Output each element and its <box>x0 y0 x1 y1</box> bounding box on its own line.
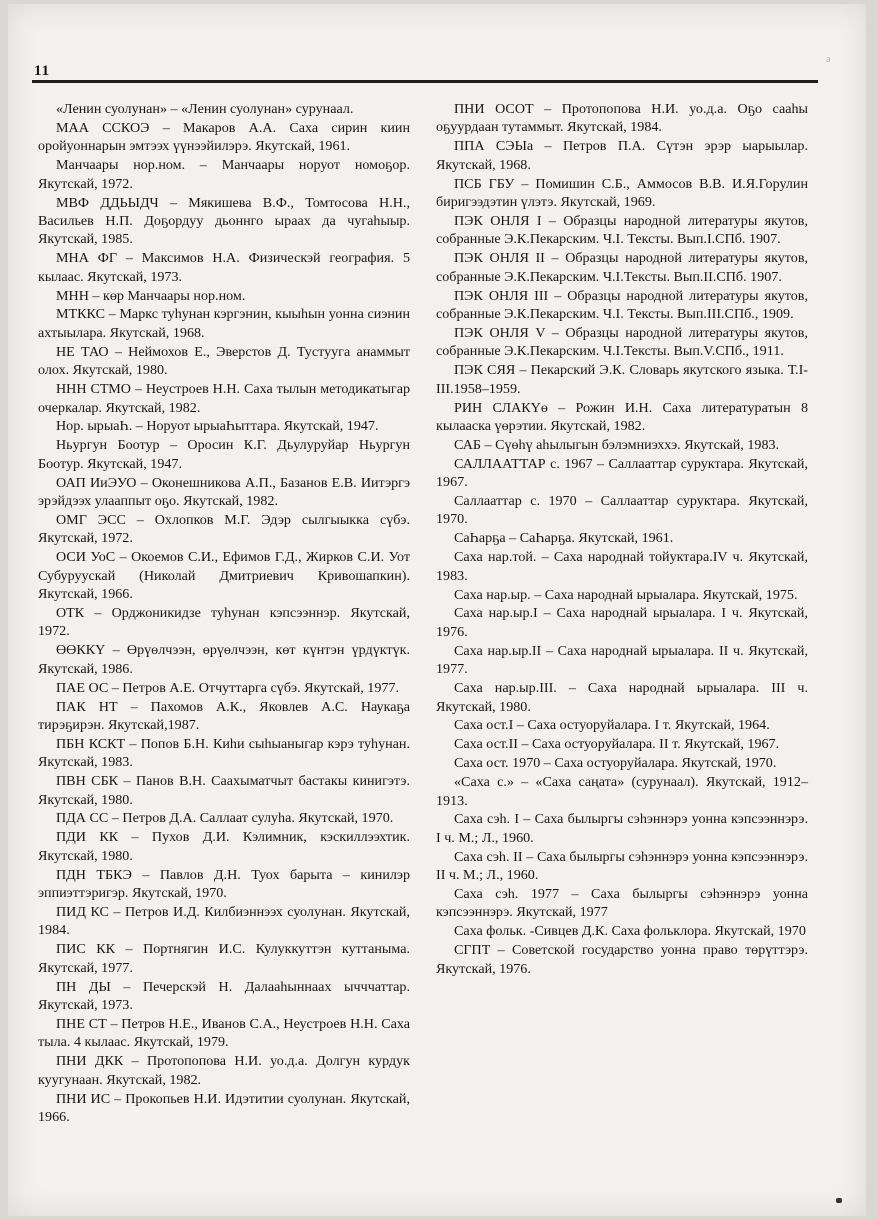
bibliography-entry: ННН СТМО – Неустроев Н.Н. Саха тылын методикатыгар очеркалар. Якутскай, 1982. <box>38 381 410 416</box>
bibliography-entry: ПЭК СЯЯ – Пекарский Э.К. Словарь якутского языка. Т.I-III.1958–1959. <box>436 362 808 397</box>
bibliography-entry: ПСБ ГБУ – Помишин С.Б., Аммосов В.В. И.Я.Горулин биригээдэтин үлэтэ. Якутскай, 1969. <box>436 175 808 211</box>
bibliography-entry: Саха нар.той. – Саха народнай тойуктара.IV ч. Якутскай, 1983. <box>436 549 808 584</box>
bibliography-entry: ОАП ИиЭУО – Оконешникова А.П., Базанов Е.В. Иитэргэ эрэйдээх улааппыт оҕо. Якутскай, 1982. <box>38 474 410 510</box>
bibliography-entry: ПИД КС – Петров И.Д. Килбиэннээх суолунан. Якутскай, 1984. <box>38 903 410 939</box>
bibliography-entry: МНА ФГ – Максимов Н.А. Физическэй география. 5 кылаас. Якутскай, 1973. <box>38 250 410 285</box>
bibliography-entry: Саха ост.II – Саха остуоруйалара. II т. Якутскай, 1967. <box>454 736 780 753</box>
bibliography-entry: Саха сэһ. I – Саха былыргы сэһэннэрэ уонна кэпсээннэрэ. I ч. М.; Л., 1960. <box>436 811 808 846</box>
header-rule <box>32 80 818 83</box>
bibliography-entry: ППА СЭЫа – Петров П.А. Сүтэн эрэр ыарыылар. Якутскай, 1968. <box>436 138 808 173</box>
bibliography-entry: Саха нар.ыр.I – Саха народнай ырыалара. I ч. Якутскай, 1976. <box>436 605 808 640</box>
bibliography-entry: Саха нар.ыр. – Саха народнай ырыалара. Якутскай, 1975. <box>454 586 798 603</box>
bibliography-entry: ПАК НТ – Пахомов А.К., Яковлев А.С. Наукаҕа тирэҕирэн. Якутскай,1987. <box>38 698 410 733</box>
bibliography-entry: Саха сэһ. 1977 – Саха былыргы сэһэннэрэ уонна кэпсээннэрэ. Якутскай, 1977 <box>436 886 808 921</box>
bibliography-entry: ПНЕ СТ – Петров Н.Е., Иванов С.А., Неустроев Н.Н. Саха тыла. 4 кылаас. Якутскай, 1979. <box>38 1015 410 1051</box>
bibliography-entry: СаҺарҕа – СаҺарҕа. Якутскай, 1961. <box>454 530 674 547</box>
bibliography-entry: Саха ост. 1970 – Саха остуоруйалара. Якутскай, 1970. <box>454 755 777 772</box>
bibliography-entry: МТККС – Маркс туһунан кэргэнин, кыыһын уонна сиэнин ахтыылара. Якутскай, 1968. <box>38 306 410 341</box>
bibliography-entry: Саха ост.I – Саха остуоруйалара. I т. Якутскай, 1964. <box>454 717 770 734</box>
bibliography-entry: ПДА СС – Петров Д.А. Саллаат сулуһа. Якутскай, 1970. <box>56 810 394 827</box>
bibliography-entry: ПБН КСКТ – Попов Б.Н. Киһи сыһыаныгар кэрэ туһунан. Якутскай, 1983. <box>38 735 410 771</box>
left-column <box>38 100 410 1127</box>
page-number: 11 <box>34 63 51 79</box>
margin-mark <box>836 1198 842 1203</box>
bibliography-entry: Саллааттар с. 1970 – Саллааттар суруктара. Якутскай, 1970. <box>436 493 808 528</box>
bibliography-entry: САЛЛААТТАР с. 1967 – Саллааттар суруктара. Якутскай, 1967. <box>436 455 808 491</box>
bibliography-entry: Ньургун Боотур – Оросин К.Г. Дьулуруйар Ньургун Боотур. Якутскай, 1947. <box>38 437 410 472</box>
bibliography-entry: НЕ ТАО – Неймохов Е., Эверстов Д. Тустууга анаммыт олох. Якутскай, 1980. <box>38 343 410 379</box>
bibliography-entry: МВФ ДДЬЫДЧ – Мякишева В.Ф., Томтосова Н.Н., Васильев Н.П. Доҕордуу дьоннго ыраах да чугаһыыр. Якутскай, 1985. <box>38 194 410 248</box>
bibliography-entry: ПИС КК – Портнягин И.С. Кулуккуттэн куттаныма. Якутскай, 1977. <box>38 941 410 976</box>
bibliography-entry: ӨӨККҮ – Өрүөлчээн, өрүөлчээн, көт күнтэн үрдүктүк. Якутскай, 1986. <box>38 642 410 677</box>
bibliography-entry: ПН ДЫ – Печерскэй Н. Далааһыннаах ычччаттар. Якутскай, 1973. <box>38 978 410 1013</box>
bibliography-entry: ОСИ УоС – Окоемов С.И., Ефимов Г.Д., Жирков С.И. Уот Субуруускай (Николай Дмитриевич Кривошапкин). Якутскай, 1966. <box>38 549 410 603</box>
bibliography-entry: Саха нар.ыр.III. – Саха народнай ырыалара. III ч. Якутскай, 1980. <box>436 680 808 715</box>
bibliography-entry: «Ленин суолунан» – «Ленин суолунан» сурунаал. <box>56 101 354 117</box>
corner-mark: ǝ <box>826 54 831 65</box>
bibliography-entry: ПЭК ОНЛЯ I – Образцы народной литературы якутов, собранные Э.К.Пекарским. Ч.I. Тексты. Вып.I.СПб. 1907. <box>436 212 808 248</box>
bibliography-entry: ОТК – Орджоникидзе туһунан кэпсээннэр. Якутскай, 1972. <box>38 604 410 640</box>
bibliography-entry: МНН – көр Манчаары нор.ном. <box>56 287 246 304</box>
bibliography-entry: ПЭК ОНЛЯ II – Образцы народной литературы якутов, собранные Э.К.Пекарским. Ч.I.Тексты. Вып.II.СПб. 1907. <box>436 250 808 285</box>
bibliography-entry: ПЭК ОНЛЯ V – Образцы народной литературы якутов, собранные Э.К.Пекарским. Ч.I.Тексты. Вып.V.СПб., 1911. <box>436 324 808 360</box>
bibliography-entry: ПНИ ИС – Прокопьев Н.И. Идэтитии суолунан. Якутскай, 1966. <box>38 1090 410 1125</box>
bibliography-entry: ПЭК ОНЛЯ III – Образцы народной литературы якутов, собранные Э.К.Пекарским. Ч.I. Тексты. Вып.III.СПб., 1909. <box>436 287 808 322</box>
bibliography-entry: ПНИ ОСОТ – Протопопова Н.И. уо.д.а. Оҕо сааһы оҕуурдаан тутаммыт. Якутскай, 1984. <box>436 101 808 136</box>
bibliography-entry: СГПТ – Советской государство уонна право төрүттэрэ. Якутскай, 1976. <box>436 942 808 977</box>
bibliography-entry: Саха фольк. -Сивцев Д.К. Саха фольклора. Якутскай, 1970 <box>454 923 806 940</box>
bibliography-entry: МАА ССКОЭ – Макаров А.А. Саха сирин киин оройуоннарын эмтээх үүнээйилэрэ. Якутскай, 1961. <box>38 119 410 155</box>
bibliography-entry: Нор. ырыаҺ. – Норуот ырыаҺыттара. Якутскай, 1947. <box>56 418 379 435</box>
bibliography-entry: САБ – Сүөһү аһылыгын бэлэмниэххэ. Якутскай, 1983. <box>454 436 780 453</box>
bibliography-entry: ПВН СБК – Панов В.Н. Саахыматчыт бастакы кинигэтэ. Якутскай, 1980. <box>38 773 410 808</box>
bibliography-entry: Саха сэһ. II – Саха былыргы сэһэннэрэ уонна кэпсээннэрэ. II ч. М.; Л., 1960. <box>436 848 808 884</box>
bibliography-entry: ОМГ ЭСС – Охлопков М.Г. Эдэр сылгыыкка сүбэ. Якутскай, 1972. <box>38 511 410 547</box>
bibliography-entry: Манчаары нор.ном. – Манчаары норуот номоҕор. Якутскай, 1972. <box>38 157 410 192</box>
right-column <box>436 100 808 979</box>
bibliography-entry: Саха нар.ыр.II – Саха народнай ырыалара. II ч. Якутскай, 1977. <box>436 642 808 678</box>
bibliography-entry: ПДИ КК – Пухов Д.И. Кэлимник, кэскиллээхтик. Якутскай, 1980. <box>38 829 410 864</box>
bibliography-entry: ПНИ ДКК – Протопопова Н.И. уо.д.а. Долгун курдук куугунаан. Якутскай, 1982. <box>38 1053 410 1088</box>
document-page <box>8 4 866 1216</box>
bibliography-entry: ПДН ТБКЭ – Павлов Д.Н. Туох барыта – кинилэр эппиэттэригэр. Якутскай, 1970. <box>38 866 410 902</box>
bibliography-entry: ПАЕ ОС – Петров А.Е. Отчуттарга сүбэ. Якутскай, 1977. <box>56 679 399 696</box>
bibliography-entry: «Саха с.» – «Саха саңата» (сурунаал). Якутскай, 1912–1913. <box>436 774 808 809</box>
bibliography-entry: РИН СЛАКҮө – Рожин И.Н. Саха литературатын 8 кылааска үөрэтии. Якутскай, 1982. <box>436 399 808 434</box>
